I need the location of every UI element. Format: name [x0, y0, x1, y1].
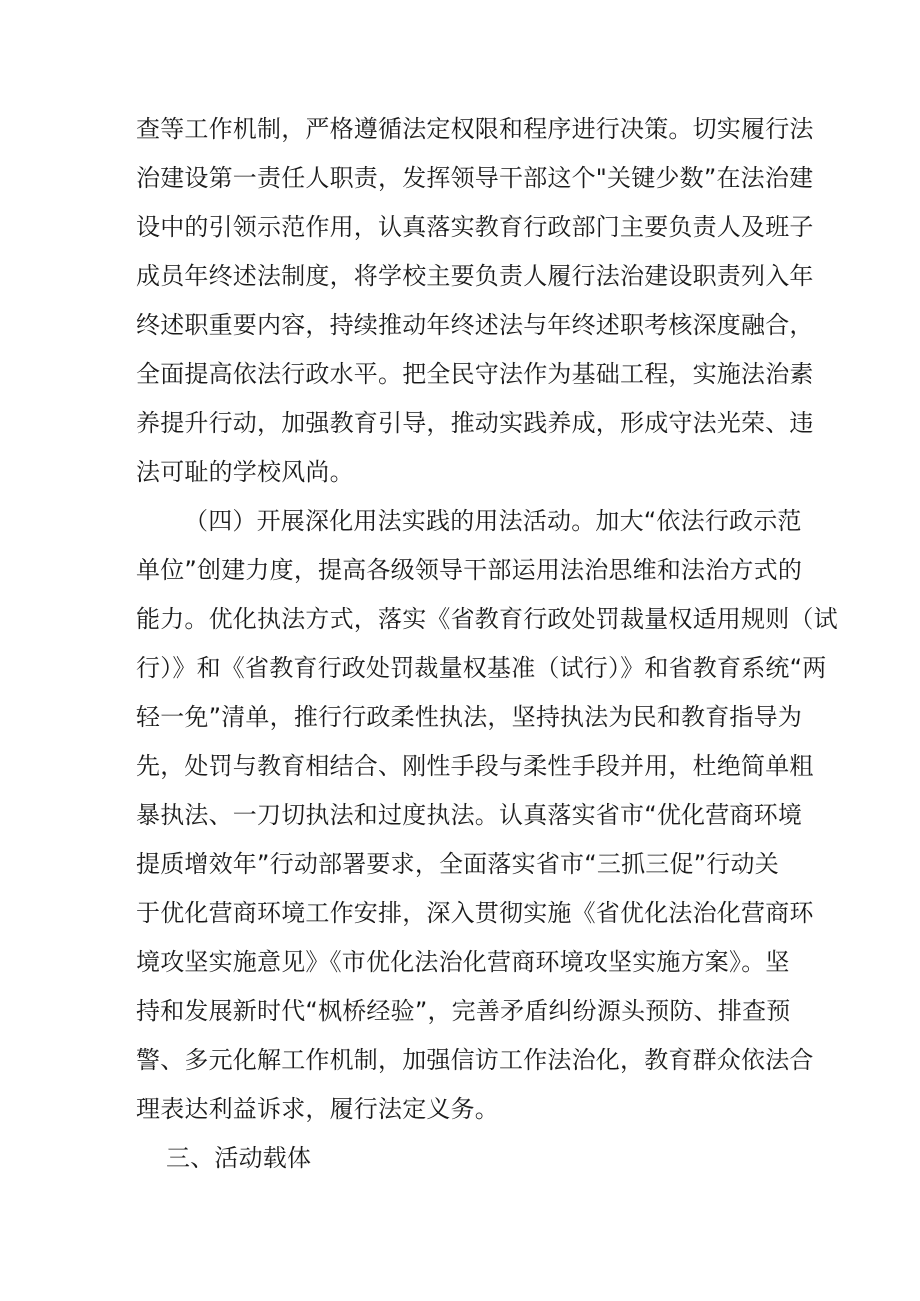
text-line-12: 行）》和《省教育行政处罚裁量权基准（试行）》和省教育系统“两: [136, 654, 827, 682]
text-line-17: 于优化营商环境工作安排，深入贯彻实施《省优化法治化营商环: [136, 899, 814, 927]
text-line-1: 查等工作机制，严格遵循法定权限和程序进行决策。切实履行法: [136, 115, 814, 143]
text-line-14: 先，处罚与教育相结合、刚性手段与柔性手段并用，杜绝简单粗: [136, 752, 814, 780]
text-line-7: 养提升行动，加强教育引导，推动实践养成，形成守法光荣、违: [136, 409, 814, 437]
text-line-18: 境攻坚实施意见》《市优化法治化营商环境攻坚实施方案》。坚: [136, 948, 790, 976]
text-line-4: 成员年终述法制度，将学校主要负责人履行法治建设职责列入年: [136, 262, 814, 290]
text-line-6: 全面提高依法行政水平。把全民守法作为基础工程，实施法治素: [136, 360, 814, 388]
text-line-5: 终述职重要内容，持续推动年终述法与年终述职考核深度融合，: [136, 311, 814, 339]
paragraph-four-heading-line: （四）开展深化用法实践的用法活动。加大“依法行政示范: [184, 507, 802, 535]
text-line-3: 设中的引领示范作用，认真落实教育行政部门主要负责人及班子: [136, 213, 814, 241]
text-line-2: 治建设第一责任人职责，发挥领导干部这个"关键少数”在法治建: [136, 164, 814, 192]
section-heading: 三、活动载体: [166, 1144, 312, 1172]
text-line-10: 单位”创建力度，提高各级领导干部运用法治思维和法治方式的: [136, 556, 803, 584]
text-line-8: 法可耻的学校风尚。: [136, 458, 354, 486]
text-line-19: 持和发展新时代“枫桥经验”，完善矛盾纠纷源头预防、排查预: [136, 997, 791, 1025]
text-line-20: 警、多元化解工作机制，加强信访工作法治化，教育群众依法合: [136, 1046, 814, 1074]
text-line-11: 能力。优化执法方式，落实《省教育行政处罚裁量权适用规则（试: [136, 605, 838, 633]
text-line-15: 暴执法、一刀切执法和过度执法。认真落实省市“优化营商环境: [136, 801, 803, 829]
text-line-21: 理表达利益诉求，履行法定义务。: [136, 1095, 499, 1123]
text-line-13: 轻一免”清单，推行行政柔性执法，坚持执法为民和教育指导为: [136, 703, 803, 731]
text-line-16: 提质增效年”行动部署要求，全面落实省市“三抓三促”行动关: [136, 850, 779, 878]
